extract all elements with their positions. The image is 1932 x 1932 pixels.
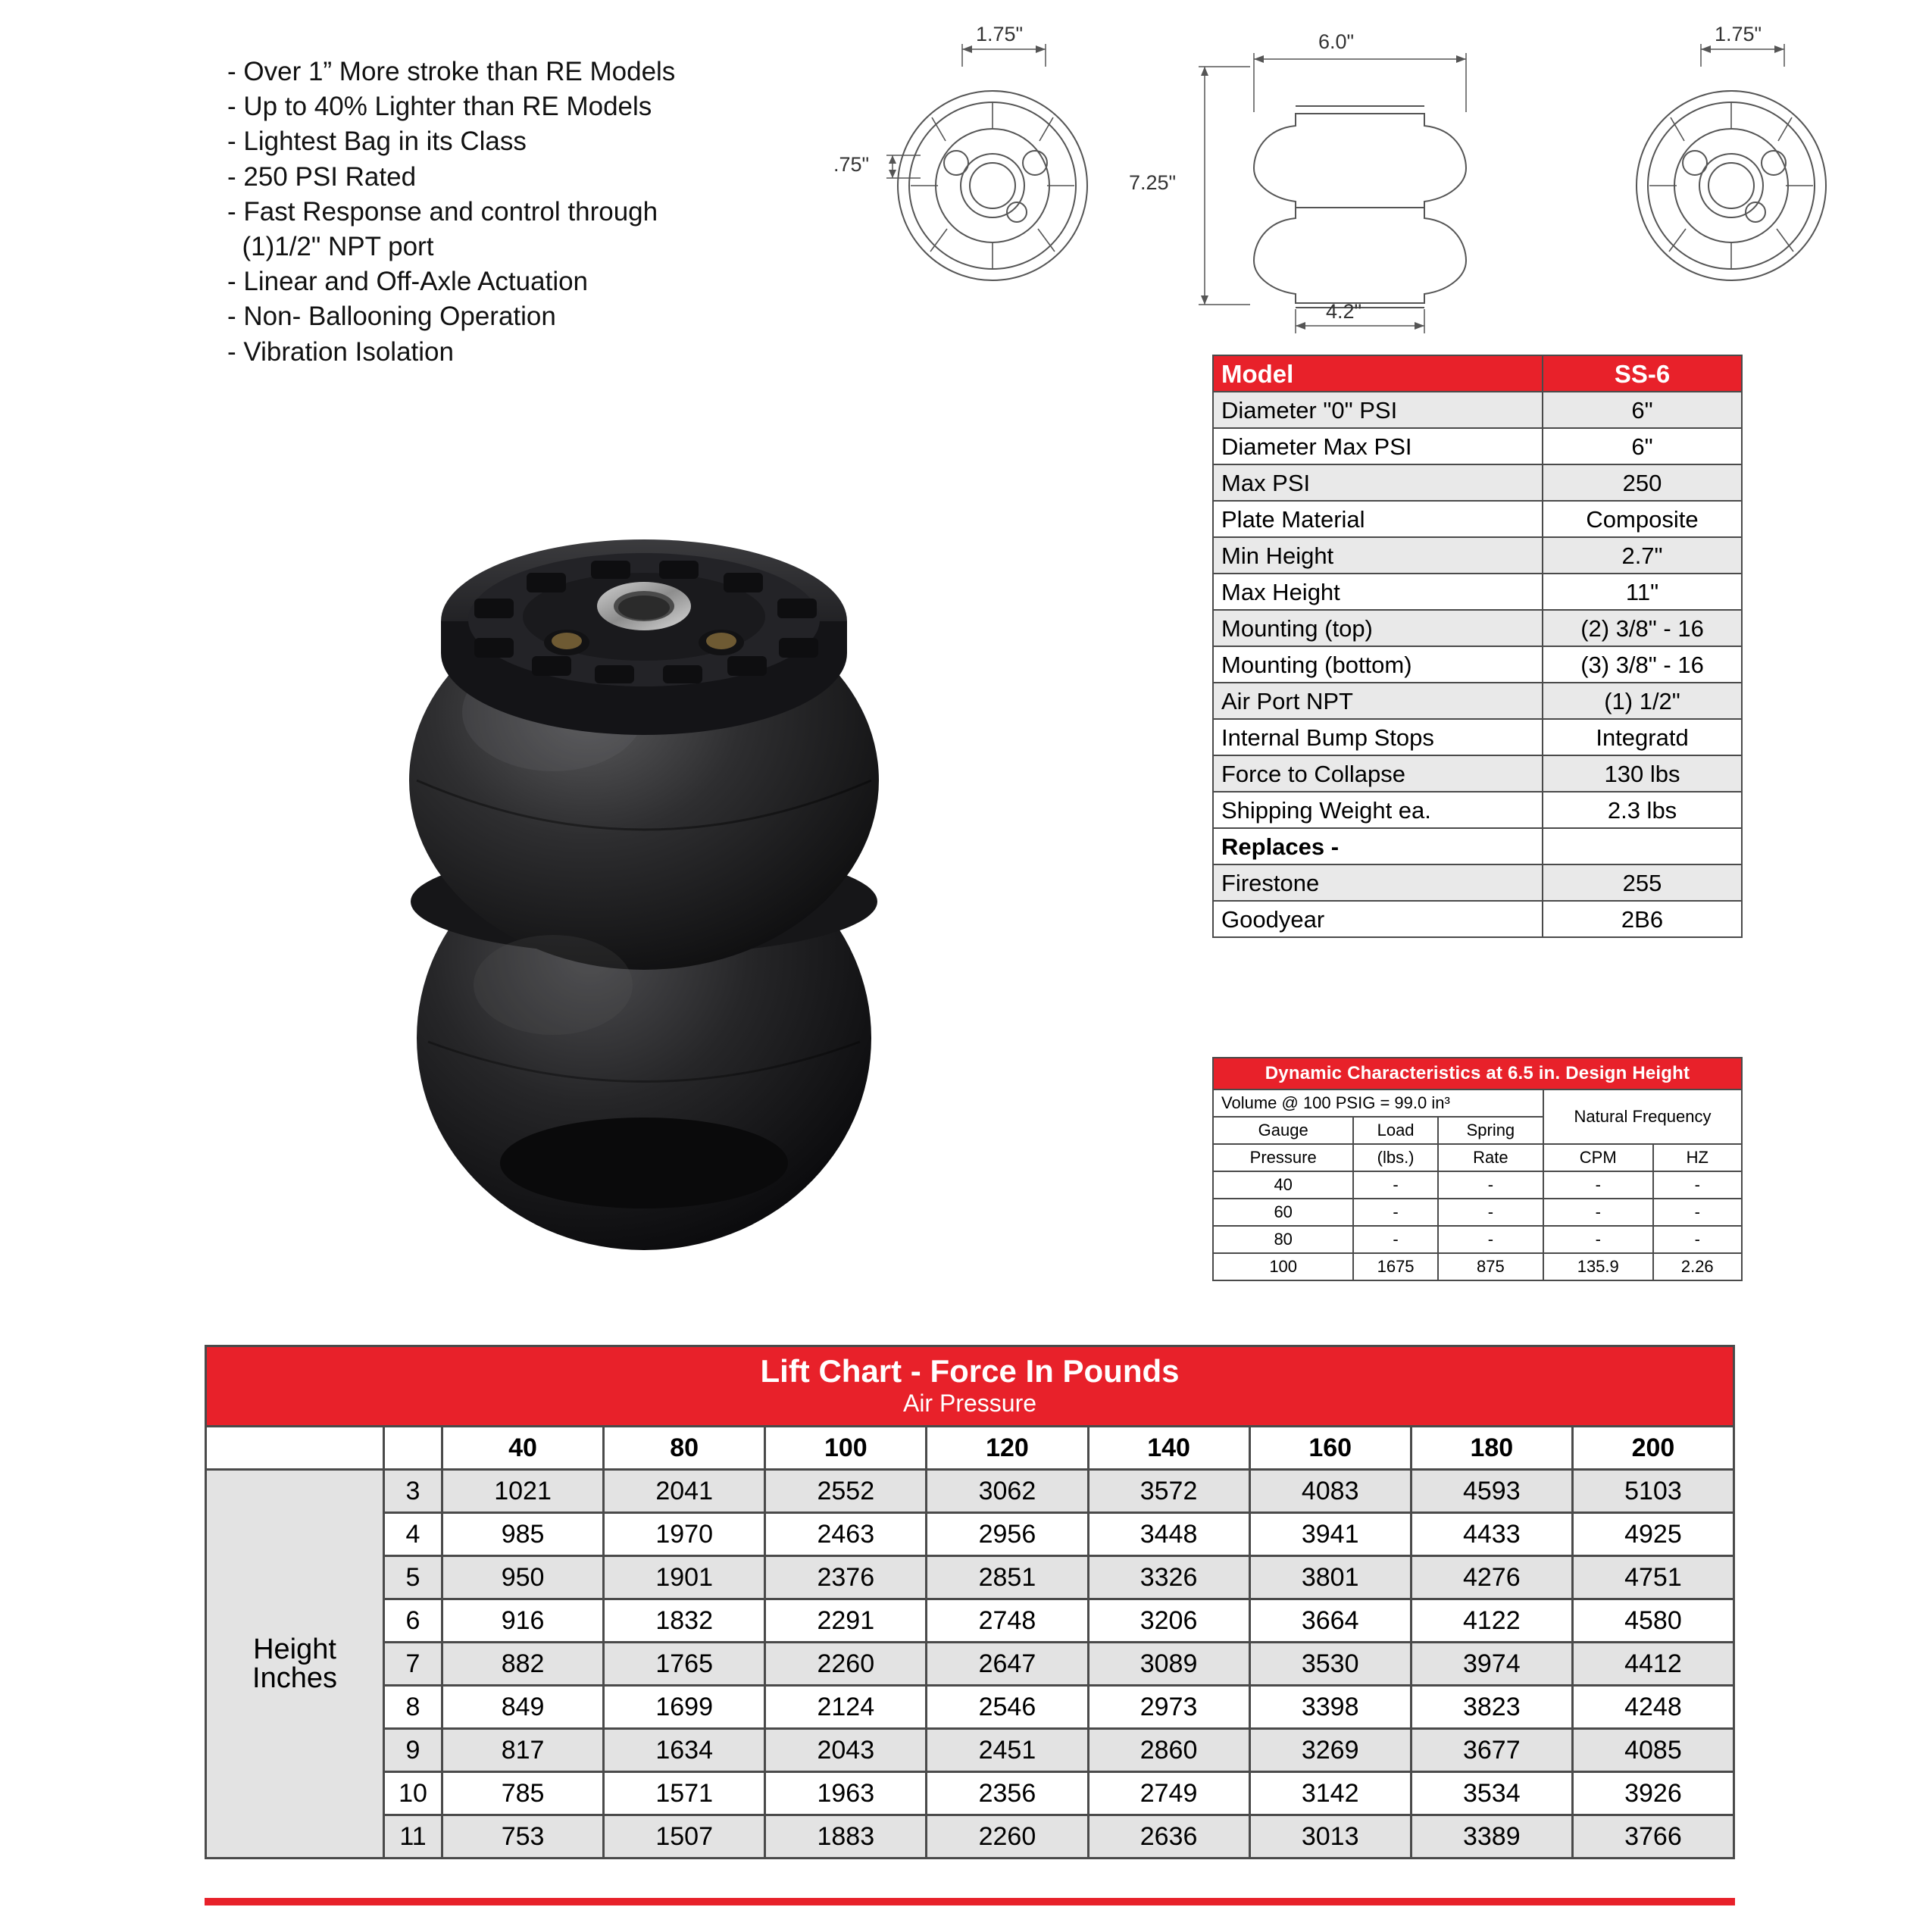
feature-item: - Vibration Isolation [227, 336, 454, 367]
dynamic-col-gauge-2: Pressure [1213, 1144, 1353, 1171]
dynamic-cpm: - [1543, 1226, 1653, 1253]
feature-item: - Up to 40% Lighter than RE Models [227, 92, 652, 122]
lift-chart-title: Lift Chart - Force In Pounds [760, 1353, 1180, 1389]
spec-row-label: Goodyear [1213, 901, 1543, 937]
lift-cell: 4751 [1572, 1556, 1733, 1599]
dynamic-volume-row [1213, 1089, 1742, 1117]
dynamic-spring: - [1438, 1199, 1543, 1226]
lift-cell: 2552 [765, 1470, 927, 1513]
lift-cell: 3941 [1249, 1513, 1411, 1556]
spec-row-value: 6" [1543, 428, 1742, 464]
spec-header-value: SS-6 [1543, 355, 1742, 392]
dynamic-spring: 875 [1438, 1253, 1543, 1280]
lift-cell: 785 [442, 1772, 604, 1815]
lift-cell: 3801 [1249, 1556, 1411, 1599]
lift-cell: 2041 [604, 1470, 765, 1513]
spec-row-label: Plate Material [1213, 501, 1543, 537]
lift-cell: 4085 [1572, 1729, 1733, 1772]
lift-cell: 4593 [1411, 1470, 1572, 1513]
dynamic-col-load-2: (lbs.) [1353, 1144, 1437, 1171]
spec-row-label: Firestone [1213, 864, 1543, 901]
lift-cell: 3448 [1088, 1513, 1249, 1556]
lift-cell: 1021 [442, 1470, 604, 1513]
dynamic-row [1213, 1171, 1742, 1199]
feature-item: - Over 1” More stroke than RE Models [227, 57, 676, 86]
lift-cell: 3926 [1572, 1772, 1733, 1815]
air-spring-illustration [326, 356, 977, 1333]
lift-height-axis-line2: Inches [252, 1662, 337, 1694]
lift-row [206, 1772, 1734, 1815]
dynamic-load: - [1353, 1226, 1437, 1253]
dynamic-gauge: 100 [1213, 1253, 1353, 1280]
lift-cell: 1832 [604, 1599, 765, 1643]
lift-cell: 3269 [1249, 1729, 1411, 1772]
spec-row [1213, 537, 1742, 574]
dynamic-volume-note: Volume @ 100 PSIG = 99.0 in³ [1213, 1089, 1543, 1117]
feature-item: (1)1/2" NPT port [227, 231, 434, 261]
lift-cell: 3389 [1411, 1815, 1572, 1859]
lift-cell: 3326 [1088, 1556, 1249, 1599]
lift-cell: 2463 [765, 1513, 927, 1556]
lift-cell: 882 [442, 1643, 604, 1686]
lift-cell: 753 [442, 1815, 604, 1859]
lift-cell: 4412 [1572, 1643, 1733, 1686]
spec-header-label: Model [1213, 355, 1543, 392]
lift-cell: 4580 [1572, 1599, 1733, 1643]
spec-row [1213, 501, 1742, 537]
lift-cell: 3013 [1249, 1815, 1411, 1859]
lift-cell: 4433 [1411, 1513, 1572, 1556]
lift-cell: 4276 [1411, 1556, 1572, 1599]
lift-cell: 2636 [1088, 1815, 1249, 1859]
lift-cell: 3572 [1088, 1470, 1249, 1513]
dim-width-mid: 6.0" [1318, 30, 1355, 53]
lift-row [206, 1729, 1734, 1772]
lift-corner-cell-2 [384, 1427, 442, 1470]
dynamic-characteristics [1212, 1057, 1743, 1281]
lift-cell: 3089 [1088, 1643, 1249, 1686]
dynamic-header-row-2 [1213, 1144, 1742, 1171]
bottom-accent-bar [205, 1898, 1735, 1905]
lift-pressure-header: 80 [604, 1427, 765, 1470]
spec-row-value: 2.7" [1543, 537, 1742, 574]
dim-height-mid: 7.25" [1129, 171, 1177, 194]
drawing-svg [849, 23, 1879, 349]
product-photo [326, 356, 977, 1333]
lift-cell: 4925 [1572, 1513, 1733, 1556]
lift-cell: 3142 [1249, 1772, 1411, 1815]
dynamic-gauge: 80 [1213, 1226, 1353, 1253]
spec-row [1213, 574, 1742, 610]
lift-cell: 2356 [927, 1772, 1088, 1815]
lift-cell: 2749 [1088, 1772, 1249, 1815]
lift-row-height: 11 [384, 1815, 442, 1859]
spec-row-value: Integratd [1543, 719, 1742, 755]
spec-section-label: Replaces - [1213, 828, 1543, 864]
feature-item: - Lightest Bag in its Class [227, 127, 527, 157]
dynamic-row [1213, 1253, 1742, 1280]
lift-chart [205, 1345, 1735, 1859]
spec-row-label: Diameter Max PSI [1213, 428, 1543, 464]
lift-pressure-header: 40 [442, 1427, 604, 1470]
spec-row [1213, 792, 1742, 828]
spec-row-label: Max PSI [1213, 464, 1543, 501]
dynamic-load: - [1353, 1171, 1437, 1199]
lift-height-axis-label [206, 1470, 384, 1859]
lift-height-axis-line1: Height [253, 1633, 336, 1665]
lift-cell: 2956 [927, 1513, 1088, 1556]
spec-row-label: Mounting (top) [1213, 610, 1543, 646]
lift-cell: 2546 [927, 1686, 1088, 1729]
dim-top-port-left: 1.75" [976, 23, 1024, 45]
dynamic-gauge: 60 [1213, 1199, 1353, 1226]
dynamic-col-spring-1: Spring [1438, 1117, 1543, 1144]
lift-cell: 3823 [1411, 1686, 1572, 1729]
dynamic-col-spring-2: Rate [1438, 1144, 1543, 1171]
lift-cell: 3974 [1411, 1643, 1572, 1686]
spec-row-label: Mounting (bottom) [1213, 646, 1543, 683]
lift-cell: 3534 [1411, 1772, 1572, 1815]
lift-cell: 2851 [927, 1556, 1088, 1599]
dynamic-row [1213, 1226, 1742, 1253]
lift-row-height: 4 [384, 1513, 442, 1556]
spec-row-value: 11" [1543, 574, 1742, 610]
spec-row-value: 130 lbs [1543, 755, 1742, 792]
lift-chart-title-bar [205, 1345, 1735, 1425]
lift-row [206, 1686, 1734, 1729]
lift-cell: 2376 [765, 1556, 927, 1599]
lift-row-height: 9 [384, 1729, 442, 1772]
dynamic-hz: - [1653, 1171, 1742, 1199]
dynamic-row [1213, 1199, 1742, 1226]
lift-pressure-header: 140 [1088, 1427, 1249, 1470]
spec-row [1213, 683, 1742, 719]
dynamic-col-gauge-1: Gauge [1213, 1117, 1353, 1144]
lift-header-row [206, 1427, 1734, 1470]
lift-cell: 985 [442, 1513, 604, 1556]
lift-cell: 2973 [1088, 1686, 1249, 1729]
lift-cell: 2260 [765, 1643, 927, 1686]
feature-item: - Non- Ballooning Operation [227, 302, 556, 332]
lift-cell: 4083 [1249, 1470, 1411, 1513]
lift-cell: 4122 [1411, 1599, 1572, 1643]
lift-cell: 1963 [765, 1772, 927, 1815]
spec-row-label: Force to Collapse [1213, 755, 1543, 792]
spec-row-value: (2) 3/8" - 16 [1543, 610, 1742, 646]
dynamic-col-hz: HZ [1653, 1144, 1742, 1171]
spec-row [1213, 610, 1742, 646]
lift-row [206, 1556, 1734, 1599]
lift-row-height: 3 [384, 1470, 442, 1513]
spec-row [1213, 755, 1742, 792]
lift-row-height: 6 [384, 1599, 442, 1643]
spec-row-label: Diameter "0" PSI [1213, 392, 1543, 428]
lift-cell: 1634 [604, 1729, 765, 1772]
dynamic-spring: - [1438, 1226, 1543, 1253]
feature-item: - 250 PSI Rated [227, 161, 417, 192]
lift-cell: 3206 [1088, 1599, 1249, 1643]
dim-top-port-right: 1.75" [1715, 23, 1762, 45]
spec-row-value: 2B6 [1543, 901, 1742, 937]
spec-row [1213, 646, 1742, 683]
lift-cell: 3766 [1572, 1815, 1733, 1859]
lift-cell: 2124 [765, 1686, 927, 1729]
spec-row-value: Composite [1543, 501, 1742, 537]
spec-row-value: 255 [1543, 864, 1742, 901]
spec-row-label: Air Port NPT [1213, 683, 1543, 719]
spec-table [1212, 355, 1743, 938]
lift-cell: 950 [442, 1556, 604, 1599]
dynamic-gauge: 40 [1213, 1171, 1353, 1199]
spec-row-label: Shipping Weight ea. [1213, 792, 1543, 828]
lift-row [206, 1643, 1734, 1686]
lift-row [206, 1513, 1734, 1556]
spec-row-label: Internal Bump Stops [1213, 719, 1543, 755]
lift-cell: 3062 [927, 1470, 1088, 1513]
feature-item: - Linear and Off-Axle Actuation [227, 267, 589, 297]
lift-cell: 3398 [1249, 1686, 1411, 1729]
lift-cell: 1883 [765, 1815, 927, 1859]
spec-header-row [1213, 355, 1742, 392]
dynamic-cpm: - [1543, 1171, 1653, 1199]
lift-cell: 2860 [1088, 1729, 1249, 1772]
lift-cell: 1571 [604, 1772, 765, 1815]
dynamic-col-load-1: Load [1353, 1117, 1437, 1144]
lift-pressure-header: 180 [1411, 1427, 1572, 1470]
spec-row-label: Min Height [1213, 537, 1543, 574]
dynamic-table [1212, 1089, 1743, 1281]
lift-pressure-header: 160 [1249, 1427, 1411, 1470]
lift-pressure-header: 200 [1572, 1427, 1733, 1470]
feature-item: - Fast Response and control through [227, 196, 658, 227]
lift-cell: 1699 [604, 1686, 765, 1729]
lift-row [206, 1470, 1734, 1513]
lift-cell: 1901 [604, 1556, 765, 1599]
lift-cell: 4248 [1572, 1686, 1733, 1729]
lift-pressure-header: 100 [765, 1427, 927, 1470]
lift-corner-cell [206, 1427, 384, 1470]
lift-row-height: 7 [384, 1643, 442, 1686]
lift-cell: 1765 [604, 1643, 765, 1686]
spec-row [1213, 464, 1742, 501]
lift-row [206, 1599, 1734, 1643]
spec-row [1213, 428, 1742, 464]
lift-cell: 1507 [604, 1815, 765, 1859]
dynamic-cpm: - [1543, 1199, 1653, 1226]
lift-row-height: 10 [384, 1772, 442, 1815]
spec-row [1213, 392, 1742, 428]
lift-cell: 3677 [1411, 1729, 1572, 1772]
spec-section-value [1543, 828, 1742, 864]
lift-row-height: 8 [384, 1686, 442, 1729]
lift-cell: 3530 [1249, 1643, 1411, 1686]
lift-cell: 916 [442, 1599, 604, 1643]
lift-cell: 2748 [927, 1599, 1088, 1643]
dynamic-col-cpm: CPM [1543, 1144, 1653, 1171]
lift-cell: 2647 [927, 1643, 1088, 1686]
lift-row-height: 5 [384, 1556, 442, 1599]
dim-base-mid: 4.2" [1326, 300, 1362, 323]
spec-row-value: 6" [1543, 392, 1742, 428]
features-list [227, 55, 758, 370]
lift-cell: 849 [442, 1686, 604, 1729]
dynamic-cpm: 135.9 [1543, 1253, 1653, 1280]
dim-side-top: .75" [833, 153, 870, 176]
spec-row-label: Max Height [1213, 574, 1543, 610]
dynamic-load: - [1353, 1199, 1437, 1226]
dynamic-natural-frequency-header: Natural Frequency [1543, 1089, 1742, 1144]
spec-row-value: (1) 1/2" [1543, 683, 1742, 719]
dynamic-hz: 2.26 [1653, 1253, 1742, 1280]
lift-cell: 1970 [604, 1513, 765, 1556]
dynamic-hz: - [1653, 1226, 1742, 1253]
spec-row-value: 2.3 lbs [1543, 792, 1742, 828]
spec-row [1213, 864, 1742, 901]
lift-row [206, 1815, 1734, 1859]
lift-cell: 2451 [927, 1729, 1088, 1772]
lift-cell: 2043 [765, 1729, 927, 1772]
lift-cell: 5103 [1572, 1470, 1733, 1513]
dynamic-hz: - [1653, 1199, 1742, 1226]
lift-chart-table [205, 1425, 1735, 1859]
spec-row [1213, 901, 1742, 937]
lift-cell: 2260 [927, 1815, 1088, 1859]
spec-row [1213, 719, 1742, 755]
dimension-drawings [833, 23, 1879, 349]
dynamic-load: 1675 [1353, 1253, 1437, 1280]
lift-chart-subtitle: Air Pressure [902, 1390, 1037, 1417]
spec-section-replaces [1213, 828, 1742, 864]
spec-row-value: (3) 3/8" - 16 [1543, 646, 1742, 683]
dynamic-title: Dynamic Characteristics at 6.5 in. Design Height [1212, 1057, 1743, 1089]
lift-pressure-header: 120 [927, 1427, 1088, 1470]
lift-cell: 817 [442, 1729, 604, 1772]
dynamic-spring: - [1438, 1171, 1543, 1199]
lift-cell: 2291 [765, 1599, 927, 1643]
lift-cell: 3664 [1249, 1599, 1411, 1643]
spec-row-value: 250 [1543, 464, 1742, 501]
